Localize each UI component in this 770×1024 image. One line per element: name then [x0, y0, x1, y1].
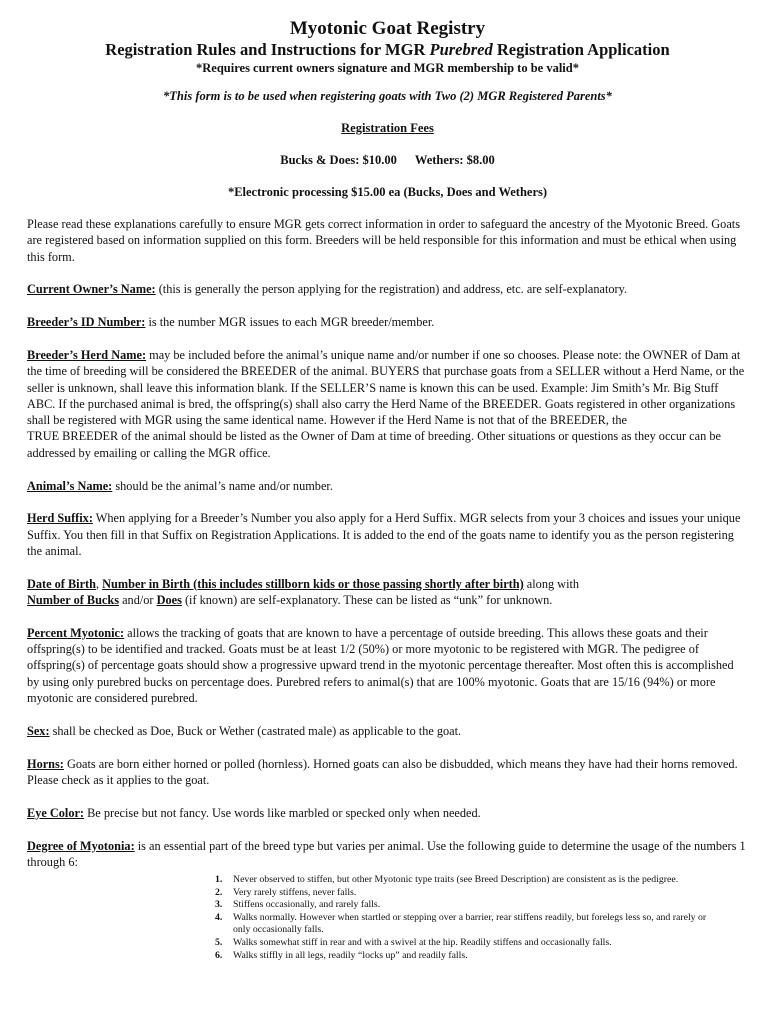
section-label: Breeder’s Herd Name:: [27, 347, 147, 362]
section-label: Eye Color:: [27, 805, 85, 820]
list-number: 1.: [215, 874, 223, 886]
requirement-note: *Requires current owners signature and MGR membership to be valid*: [196, 61, 579, 75]
section-owner: [27, 281, 748, 297]
myotonia-scale-list: [27, 874, 748, 962]
section-label: Degree of Myotonia:: [27, 838, 135, 853]
section-separator: ,: [95, 576, 103, 591]
section-text: along with: [523, 576, 580, 591]
subtitle-text-b: Registration Application: [492, 40, 670, 59]
list-text: Walks stiffly in all legs, readily “locks up” and readily falls.: [233, 949, 468, 961]
document-subtitle: [27, 40, 748, 60]
list-text: Stiffens occasionally, and rarely falls.: [233, 899, 381, 911]
section-label: Sex:: [27, 723, 50, 738]
section-label: Breeder’s ID Number:: [27, 315, 146, 330]
section-label: Percent Myotonic:: [27, 625, 125, 640]
list-item: [215, 912, 748, 937]
section-text: and/or: [119, 593, 157, 608]
section-label: Current Owner’s Name:: [27, 282, 156, 297]
list-item: [215, 937, 748, 950]
section-herd-name: [27, 347, 748, 461]
section-animal-name: [27, 478, 748, 494]
list-number: 4.: [215, 911, 223, 923]
list-text: Walks normally. However when startled or stepping over a barrier, rear stiffens readily, but forelegs less so, and rarely or only occasionally falls.: [233, 911, 707, 936]
section-text: may be included before the animal’s unique name and/or number if one so chooses. Please note: the OWNER of Dam at the time of breeding will be considered the BREEDER of the animal. BUYERS that purchase goats from a SELLER without a Herd Name, or the seller is unknown, shall leave this information blank. If the SELLER’S name is known this can be used. Example: Jim Smith’s Mr. Big Stuff ABC. If the purchased animal is bred, the offspring(s) shall also carry the Herd Name of the BREEDER. Goats registered in other organizations shall be registered with MGR using the same identical name. However if the Herd Name is not that of the BREEDER, the: [27, 347, 745, 428]
section-text: is the number MGR issues to each MGR breeder/member.: [145, 315, 435, 330]
section-percent-myotonic: [27, 625, 748, 706]
section-text: allows the tracking of goats that are known to have a percentage of outside breeding. This allows these goats and their offspring(s) to be identified and tracked. Goats must be at least 1/2 (50%) or more myotonic to be registered with MGR. The pedigree of offspring(s) of percentage goats should show a progressive upward trend in the myotonic percentage thereafter. Most often this is accomplished by using only purebred bucks on percentage does. Purebred refers to animal(s) that are 100% myotonic. Goats that are 15/16 (94%) or more myotonic are considered purebred.: [27, 625, 734, 706]
subtitle-emphasis: Purebred: [429, 40, 493, 59]
list-number: 2.: [215, 886, 223, 898]
subtitle-text-a: Registration Rules and Instructions for MGR: [105, 40, 430, 59]
section-text: (this is generally the person applying for the registration) and address, etc. are self-explanatory.: [155, 282, 628, 297]
section-label-does: Does: [156, 593, 182, 608]
section-text: shall be checked as Doe, Buck or Wether (castrated male) as applicable to the goat.: [49, 723, 462, 738]
section-text: Be precise but not fancy. Use words like marbled or specked only when needed.: [84, 805, 481, 820]
list-item: [215, 899, 748, 912]
electronic-fee: *Electronic processing $15.00 ea (Bucks, Does and Wethers): [227, 185, 548, 199]
section-text-continued: TRUE BREEDER of the animal should be listed as the Owner of Dam at time of breeding. Other situations or questions as they occur can be addressed by emailing or calling the MGR office.: [27, 429, 721, 460]
section-text: When applying for a Breeder’s Number you also apply for a Herd Suffix. MGR selects from your 3 choices and issues your unique Suffix. You then fill in that Suffix on Registration Applications. It is added to the end of the goats name to identify you as the person registering the animal.: [27, 511, 741, 558]
intro-paragraph: Please read these explanations carefully to ensure MGR gets correct information in order to safeguard the ancestry of the Myotonic Breed. Goats are registered based on information supplied on this form. Breeders will be held responsible for this information and must be ethical when using this form.: [27, 217, 740, 264]
fees-line: [27, 152, 748, 168]
list-number: 6.: [215, 949, 223, 961]
document-title: Myotonic Goat Registry: [289, 18, 486, 39]
section-sex: [27, 723, 748, 739]
section-text: Goats are born either horned or polled (hornless). Horned goats can also be disbudded, which means they have had their horns removed. Please check as it applies to the goat.: [27, 756, 738, 787]
section-text: (if known) are self-explanatory. These can be listed as “unk” for unknown.: [181, 593, 553, 608]
list-text: Never observed to stiffen, but other Myotonic type traits (see Breed Description) are consistent as is the pedigree.: [233, 874, 679, 886]
list-item: [215, 950, 748, 963]
list-text: Walks somewhat stiff in rear and with a swivel at the hip. Readily stiffens and occasionally falls.: [233, 937, 612, 949]
section-label: Herd Suffix:: [27, 511, 93, 526]
usage-note: *This form is to be used when registering goats with Two (2) MGR Registered Parents*: [163, 89, 612, 103]
section-degree-of-myotonia: [27, 838, 748, 871]
section-label-dob: Date of Birth: [27, 576, 96, 591]
fee-bucks-does: Bucks & Does: $10.00: [280, 153, 397, 167]
section-breeder-id: [27, 314, 748, 330]
section-text: is an essential part of the breed type but varies per animal. Use the following guide to determine the usage of the numbers 1 through 6:: [27, 838, 746, 869]
section-label-number-in-birth: Number in Birth (this includes stillborn kids or those passing shortly after birth): [102, 576, 524, 591]
section-date-of-birth: [27, 576, 748, 609]
list-number: 5.: [215, 937, 223, 949]
list-item: [215, 874, 748, 887]
section-horns: [27, 756, 748, 789]
section-label: Animal’s Name:: [27, 478, 113, 493]
list-number: 3.: [215, 899, 223, 911]
section-label-bucks: Number of Bucks: [27, 593, 120, 608]
section-eye-color: [27, 805, 748, 821]
section-herd-suffix: [27, 510, 748, 559]
fee-wethers: Wethers: $8.00: [414, 153, 495, 167]
list-text: Very rarely stiffens, never falls.: [233, 886, 357, 898]
list-item: [215, 887, 748, 900]
section-label: Horns:: [27, 756, 64, 771]
section-text: should be the animal’s name and/or number.: [112, 478, 333, 493]
fees-heading: Registration Fees: [341, 121, 434, 135]
